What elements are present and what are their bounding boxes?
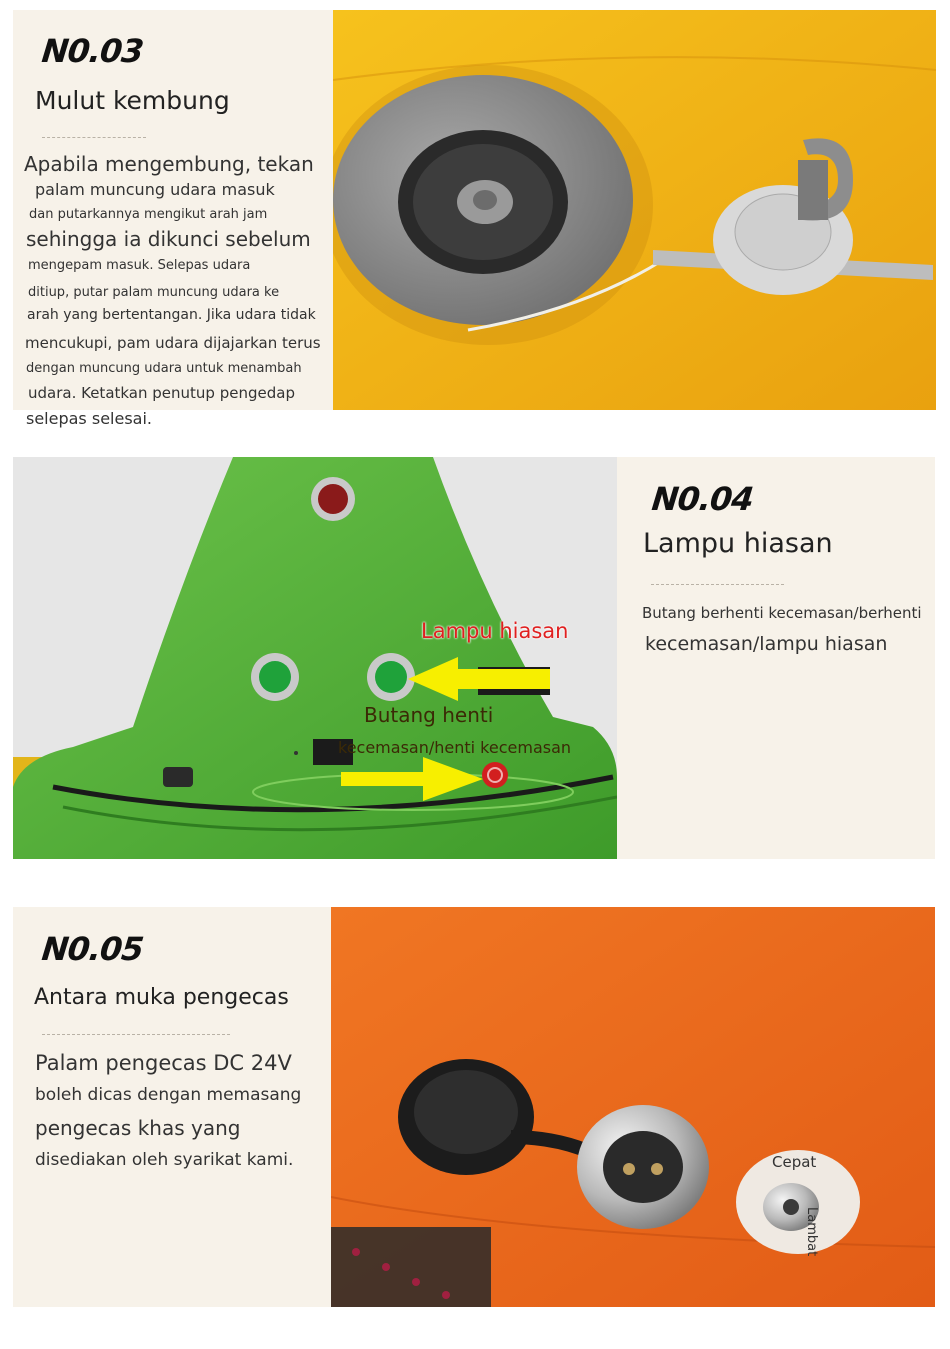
- section-05-desc-line: pengecas khas yang: [35, 1116, 241, 1140]
- decorative-lamp-photo: [13, 457, 617, 859]
- section-03-divider: [42, 137, 146, 138]
- section-04-desc-line: kecemasan/lampu hiasan: [645, 633, 888, 655]
- section-03-desc-line: palam muncung udara masuk: [35, 180, 275, 199]
- section-03-desc-line: Apabila mengembung, tekan: [24, 152, 314, 176]
- section-05-title: Antara muka pengecas: [34, 985, 289, 1010]
- section-05-divider: [42, 1034, 230, 1035]
- inflation-valve-photo: [333, 10, 936, 410]
- section-04-title: Lampu hiasan: [643, 528, 833, 559]
- section-03-desc-line: dan putarkannya mengikut arah jam: [29, 207, 268, 222]
- fast-speed-label: Cepat: [772, 1153, 817, 1171]
- section-03-desc-line: selepas selesai.: [26, 409, 152, 428]
- emergency-stop-label-line2: kecemasan/henti kecemasan: [338, 738, 572, 757]
- section-03-desc-line: sehingga ia dikunci sebelum: [26, 227, 311, 251]
- section-04-desc-line: Butang berhenti kecemasan/berhenti: [642, 604, 922, 622]
- emergency-stop-label-line1: Butang henti: [364, 703, 494, 727]
- section-03-desc-line: mengepam masuk. Selepas udara: [28, 258, 251, 273]
- section-05-desc-line: Palam pengecas DC 24V: [35, 1051, 292, 1075]
- section-04-divider: [651, 584, 784, 585]
- section-05-number: N0.05: [40, 930, 145, 968]
- section-03-title: Mulut kembung: [35, 86, 230, 115]
- section-03-number: N0.03: [40, 32, 145, 70]
- section-03-desc-line: ditiup, putar palam muncung udara ke: [28, 285, 280, 300]
- section-05-desc-line: disediakan oleh syarikat kami.: [35, 1150, 294, 1170]
- section-03-desc-line: udara. Ketatkan penutup pengedap: [28, 384, 295, 402]
- charging-port-photo: [331, 907, 935, 1307]
- decorative-lamp-label: Lampu hiasan: [421, 619, 569, 643]
- section-05-desc-line: boleh dicas dengan memasang: [35, 1085, 302, 1105]
- section-03-desc-line: arah yang bertentangan. Jika udara tidak: [27, 307, 316, 323]
- slow-speed-label: Lambat: [804, 1207, 819, 1257]
- section-04-number: N0.04: [650, 480, 755, 518]
- section-03-desc-line: dengan muncung udara untuk menambah: [26, 361, 302, 376]
- section-03-desc-line: mencukupi, pam udara dijajarkan terus: [25, 334, 321, 352]
